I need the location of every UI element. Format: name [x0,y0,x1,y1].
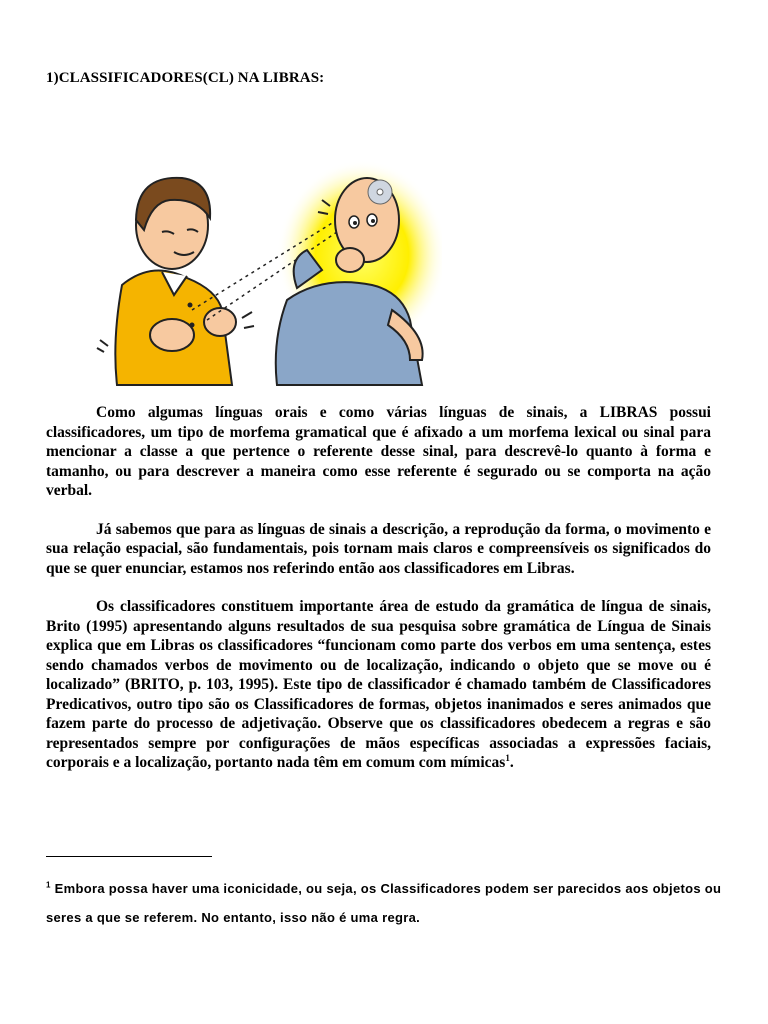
footnote-text: Embora possa haver uma iconicidade, ou seja, os Classificadores podem ser parecidos aos objetos ou seres a que se referem. No entanto, isso não é uma regra. [46,881,722,925]
signing-illustration [92,160,442,390]
footnote-reference: 1 [505,752,510,763]
body-text [46,403,711,792]
signing-man-figure [97,178,254,385]
footnote-number: 1 [46,880,51,890]
footnote-separator [46,856,212,857]
page-heading: 1)CLASSIFICADORES(CL) NA LIBRAS: [46,70,325,86]
paragraph-3: Os classificadores constituem importante área de estudo da gramática de língua de sinais, Brito (1995) apresentando alguns resultados de sua pesquisa sobre gramática de Língua de Sinais explica que em Libras os classificadores “funcionam como parte dos verbos em uma sentença, estes sendo chamados verbos de movimento ou de localização, indicando o objeto que se move ou é localizado” (BRITO, p. 103, 1995). Este tipo de classificador é chamado também de Classificadores Predicativos, outro tipo são os Classificadores de formas, objetos inanimados e seres animados que fazem parte do processo de adjetivação. Observe que os classificadores obedecem a regras e são representados sempre por configurações de mãos específicas associadas a expressões faciais, corporais e a localização, portanto nada têm em comum com mímicas$^1$. [46,598,711,771]
footnote [46,874,726,932]
paragraph-1: Como algumas línguas orais e como várias línguas de sinais, a LIBRAS possui classificadores, um tipo de morfema gramatical que é afixado a um morfema lexical ou sinal para mencionar a classe a que pertence o referente desse sinal, para descrevê-lo quanto à forma e tamanho, ou para descrever a maneira como esse referente é segurado ou se comporta na ação verbal. [46,404,711,499]
paragraph-2: Já sabemos que para as línguas de sinais a descrição, a reprodução da forma, o movimento e sua relação espacial, são fundamentais, pois tornam mais claros e compreensíveis os significados do que se quer enunciar, estamos nos referindo então aos classificadores em Libras. [46,520,711,577]
paragraph-3-text: Os classificadores constituem importante área de estudo da gramática de língua de sinais, Brito (1995) apresentando alguns resultados de sua pesquisa sobre gramática de Língua de Sinais explica que em Libras os classificadores “funcionam como parte dos verbos em uma sentença, estes sendo chamados verbos de movimento ou de localização, indicando o objeto que se move ou é localizado” (BRITO, p. 103, 1995). Este tipo de classificador é chamado também de Classificadores Predicativos, outro tipo são os Classificadores de formas, objetos inanimados e seres animados que fazem parte do processo de adjetivação. Observe que os classificadores obedecem a regras e são representados sempre por configurações de mãos específicas associadas a expressões faciais, corporais e a localização, portanto nada têm em comum com mímicas [46,598,711,771]
